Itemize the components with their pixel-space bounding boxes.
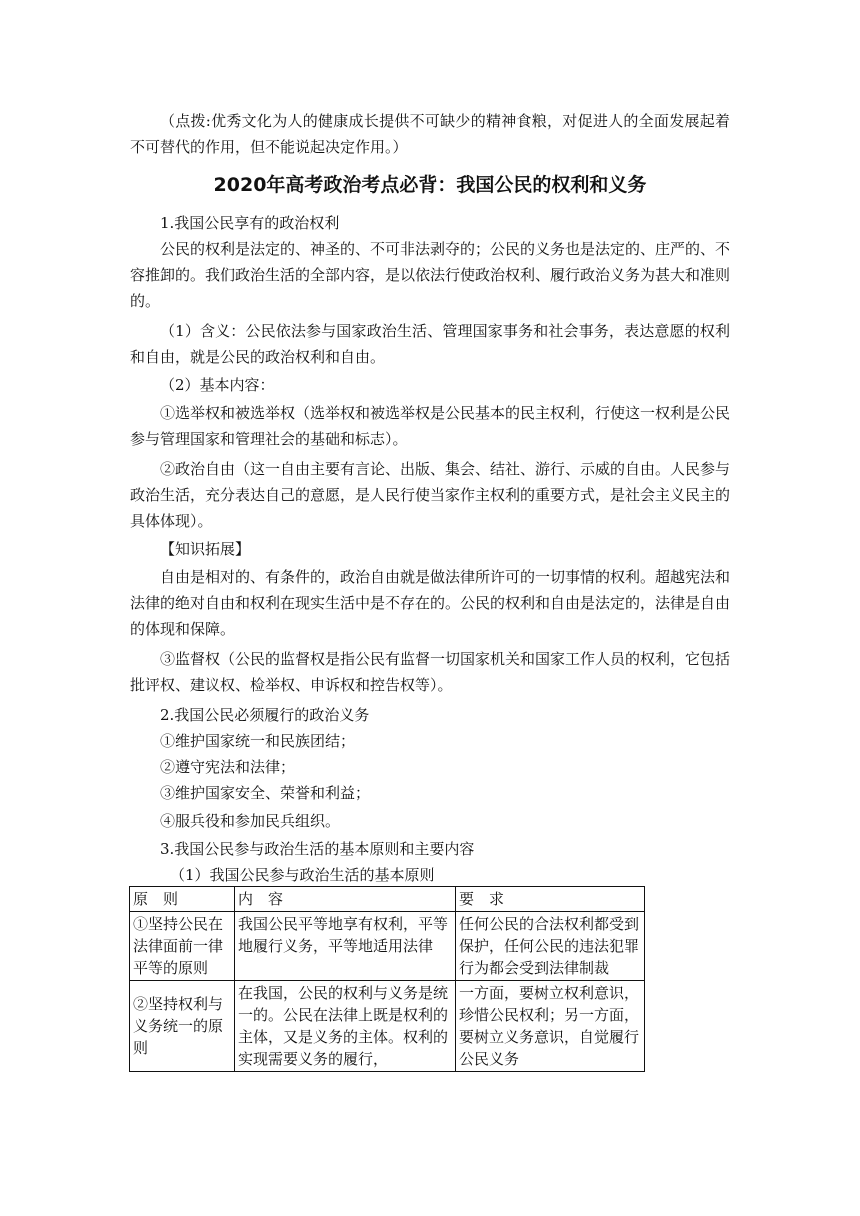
paragraph-supervision-right: ③监督权（公民的监督权是指公民有监督一切国家机关和国家工作人员的权利，它包括批评权、建议权、检举权、申诉权和控告权等）。: [130, 650, 731, 694]
table-cell: 一方面，要树立权利意识，珍惜公民权利；另一方面，要树立义务意识，自觉履行公民义务: [456, 981, 645, 1072]
duty-item: ③维护国家安全、荣誉和利益；: [160, 784, 371, 802]
knowledge-extension-heading: 【知识拓展】: [160, 540, 251, 558]
duty-item: ①维护国家统一和民族团结；: [160, 732, 356, 750]
duty-item: ④服兵役和参加民兵组织。: [160, 812, 341, 830]
duty-item: ②遵守宪法和法律；: [160, 758, 296, 776]
table-cell: 在我国，公民的权利与义务是统一的。公民在法律上既是权利的主体，又是义务的主体。权利的实现需要义务的履行，: [235, 981, 456, 1072]
table-caption: （1）我国公民参与政治生活的基本原则: [170, 866, 435, 884]
principles-table: [129, 886, 645, 1072]
paragraph-knowledge-extension: 自由是相对的、有条件的，政治自由就是做法律所许可的一切事情的权利。超越宪法和法律的绝对自由和权利在现实生活中是不存在的。公民的权利和自由是法定的，法律是自由的体现和保障。: [130, 568, 731, 638]
top-note: （点拨:优秀文化为人的健康成长提供不可缺少的精神食粮，对促进人的全面发展起着不可替代的作用，但不能说起决定作用。）: [130, 112, 730, 156]
paragraph-political-freedom: ②政治自由（这一自由主要有言论、出版、集会、结社、游行、示威的自由。人民参与政治生活，充分表达自己的意愿，是人民行使当家作主权利的重要方式，是社会主义民主的具体体现）。: [130, 460, 731, 530]
table-header-cell: 内 容: [235, 887, 456, 912]
paragraph-vote-right: ①选举权和被选举权（选举权和被选举权是公民基本的民主权利，行使这一权利是公民参与管理国家和管理社会的基础和标志）。: [130, 404, 731, 448]
section1-heading: 1.我国公民享有的政治权利: [160, 214, 340, 232]
paragraph-basic-content: （2）基本内容：: [160, 376, 275, 394]
table-header-cell: 原 则: [130, 887, 235, 912]
paragraph-meaning: （1）含义：公民依法参与国家政治生活、管理国家事务和社会事务，表达意愿的权利和自由，就是公民的政治权利和自由。: [130, 322, 730, 366]
table-row: [130, 981, 645, 1072]
paragraph-intro: 公民的权利是法定的、神圣的、不可非法剥夺的；公民的义务也是法定的、庄严的、不容推卸的。我们政治生活的全部内容，是以依法行使政治权利、履行政治义务为甚大和准则的。: [130, 240, 731, 310]
page-title: 2020年高考政治考点必背：我国公民的权利和义务: [213, 174, 647, 196]
table-cell: 我国公民平等地享有权利，平等地履行义务，平等地适用法律: [235, 912, 456, 981]
table-row: [130, 912, 645, 981]
section3-heading: 3.我国公民参与政治生活的基本原则和主要内容: [160, 840, 475, 858]
section2-heading: 2.我国公民必须履行的政治义务: [160, 706, 370, 724]
table-header-cell: 要 求: [456, 887, 645, 912]
table-cell: ①坚持公民在法律面前一律平等的原则: [130, 912, 235, 981]
table-header-row: [130, 887, 645, 912]
table-cell: 任何公民的合法权利都受到保护，任何公民的违法犯罪行为都会受到法律制裁: [456, 912, 645, 981]
table-cell: ②坚持权利与义务统一的原则: [130, 981, 235, 1072]
